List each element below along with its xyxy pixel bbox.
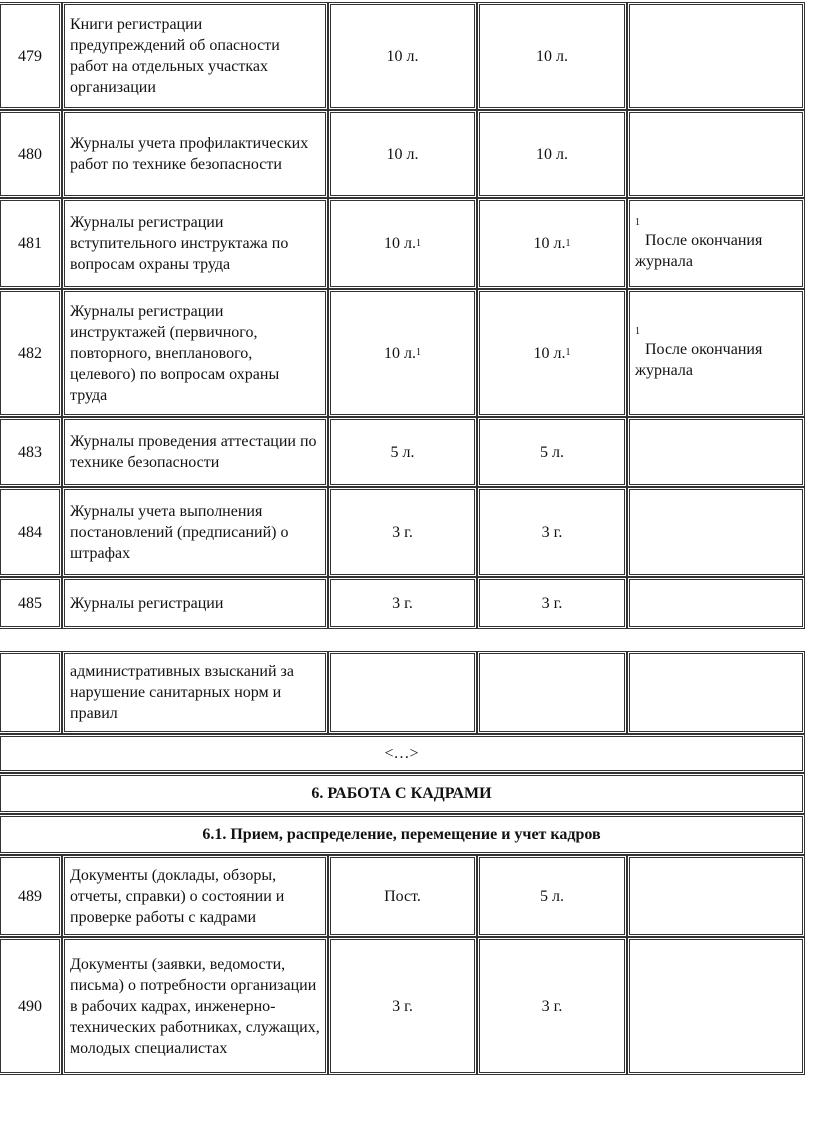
row-description <box>62 417 328 487</box>
footnote-mark: 1 <box>635 326 640 337</box>
ellipsis-row-text: <…> <box>384 745 419 762</box>
retention-term-2-text: 5 л. <box>540 887 564 905</box>
row-number <box>0 487 62 577</box>
retention-term-2 <box>477 651 627 734</box>
row-description <box>62 577 328 629</box>
retention-term-2-text: 5 л. <box>540 443 564 461</box>
retention-term-1 <box>328 577 477 629</box>
retention-term-2 <box>477 2 627 110</box>
retention-term-2-text: 3 г. <box>541 997 563 1015</box>
retention-term-2 <box>477 487 627 577</box>
retention-term-1-text: 10 л. <box>384 235 416 252</box>
row-description <box>62 937 328 1075</box>
row-number <box>0 289 62 417</box>
row-number-text: 485 <box>18 594 42 612</box>
row-number-text: 489 <box>18 887 42 905</box>
retention-term-2 <box>477 110 627 198</box>
retention-term-2-text: 10 л. <box>533 235 566 252</box>
row-description <box>62 198 328 289</box>
subsection-heading <box>0 814 805 855</box>
subsection-heading-text: 6.1. Прием, распределение, перемещение и учет кадров <box>202 826 601 843</box>
row-number-text: 481 <box>18 235 42 252</box>
retention-term-2 <box>477 855 627 937</box>
row-note <box>627 110 805 198</box>
row-description <box>62 289 328 417</box>
retention-term-1-text: 3 г. <box>392 997 413 1015</box>
row-description <box>62 2 328 110</box>
row-number <box>0 198 62 289</box>
row-number <box>0 577 62 629</box>
row-number-text: 482 <box>18 344 42 362</box>
row-description-text: Книги регистрации предупреждений об опасности работ на отдельных участках организации <box>70 16 280 96</box>
row-description-text: Документы (заявки, ведомости, письма) о потребности организации в рабочих кадрах, инженерно-технических работниках, служащих, молодых специалистах <box>70 955 320 1057</box>
note-text: После окончания <box>645 341 763 358</box>
row-number <box>0 651 62 734</box>
section-heading <box>0 773 805 814</box>
retention-term-1-text: 10 л. <box>386 47 419 65</box>
row-description-text: Журналы регистрации инструктажей (первичного, повторного, внепланового, целевого) по вопросам охраны труда <box>70 302 280 404</box>
retention-term-2 <box>477 417 627 487</box>
retention-term-2-text: 10 л. <box>533 344 566 362</box>
row-number <box>0 2 62 110</box>
retention-term-2-text: 3 г. <box>541 523 563 541</box>
retention-term-1 <box>328 110 477 198</box>
retention-term-1-text: 3 г. <box>392 594 413 612</box>
row-description-text: Журналы регистрации вступительного инструктажа по вопросам охраны труда <box>70 214 289 273</box>
retention-term-1-text: 5 л. <box>390 443 415 461</box>
retention-term-1 <box>328 2 477 110</box>
retention-term-2-text: 10 л. <box>536 47 568 65</box>
retention-term-2-text: 10 л. <box>536 145 568 163</box>
retention-term-2 <box>477 937 627 1075</box>
row-description <box>62 855 328 937</box>
row-number <box>0 855 62 937</box>
row-note <box>627 937 805 1075</box>
retention-term-2: 10 л. 1 <box>477 198 627 289</box>
row-number <box>0 937 62 1075</box>
row-description <box>62 487 328 577</box>
row-number-text: 479 <box>18 47 42 65</box>
row-description-text: Документы (доклады, обзоры, отчеты, справки) о состоянии и проверке работы с кадрами <box>70 866 285 926</box>
row-note <box>627 487 805 577</box>
retention-term-2 <box>477 577 627 629</box>
retention-term-1 <box>328 651 477 734</box>
row-number-text: 490 <box>18 997 42 1015</box>
row-note <box>627 289 805 417</box>
note-text-cont: журнала <box>635 252 693 270</box>
retention-term-1: 10 л. 1 <box>328 198 477 289</box>
row-note <box>627 2 805 110</box>
section-heading-text: 6. РАБОТА С КАДРАМИ <box>311 785 492 802</box>
row-note <box>627 855 805 937</box>
row-description-text: административных взысканий за нарушение санитарных норм и правил <box>70 663 294 722</box>
row-note <box>627 577 805 629</box>
row-description-text: Журналы учета профилактических работ по технике безопасности <box>70 135 309 173</box>
row-number-text: 480 <box>18 145 42 163</box>
retention-term-1 <box>328 417 477 487</box>
retention-term-1-text: 3 г. <box>392 523 413 541</box>
retention-term-1: 10 л. 1 <box>328 289 477 417</box>
retention-term-1-text: 10 л. <box>386 145 419 163</box>
retention-term-2: 10 л. 1 <box>477 289 627 417</box>
row-description-text: Журналы регистрации <box>70 594 224 612</box>
footnote-mark: 1 <box>635 216 640 228</box>
row-note <box>627 417 805 487</box>
row-description-text: Журналы проведения аттестации по технике безопасности <box>70 433 317 471</box>
retention-term-1 <box>328 937 477 1075</box>
row-description <box>62 651 328 734</box>
note-text: После окончания <box>645 231 763 249</box>
retention-term-1 <box>328 855 477 937</box>
row-note <box>627 651 805 734</box>
row-number-text: 484 <box>18 523 42 541</box>
retention-term-1-text: 10 л. <box>384 344 416 362</box>
ellipsis-row <box>0 734 805 773</box>
note-text-cont: журнала <box>635 362 693 379</box>
row-number <box>0 417 62 487</box>
retention-term-1-text: Пост. <box>384 887 421 905</box>
row-note <box>627 198 805 289</box>
row-description <box>62 110 328 198</box>
retention-term-2-text: 3 г. <box>541 594 563 612</box>
row-number <box>0 110 62 198</box>
retention-term-1 <box>328 487 477 577</box>
row-description-text: Журналы учета выполнения постановлений (предписаний) о штрафах <box>70 502 289 562</box>
row-number-text: 483 <box>18 443 42 461</box>
